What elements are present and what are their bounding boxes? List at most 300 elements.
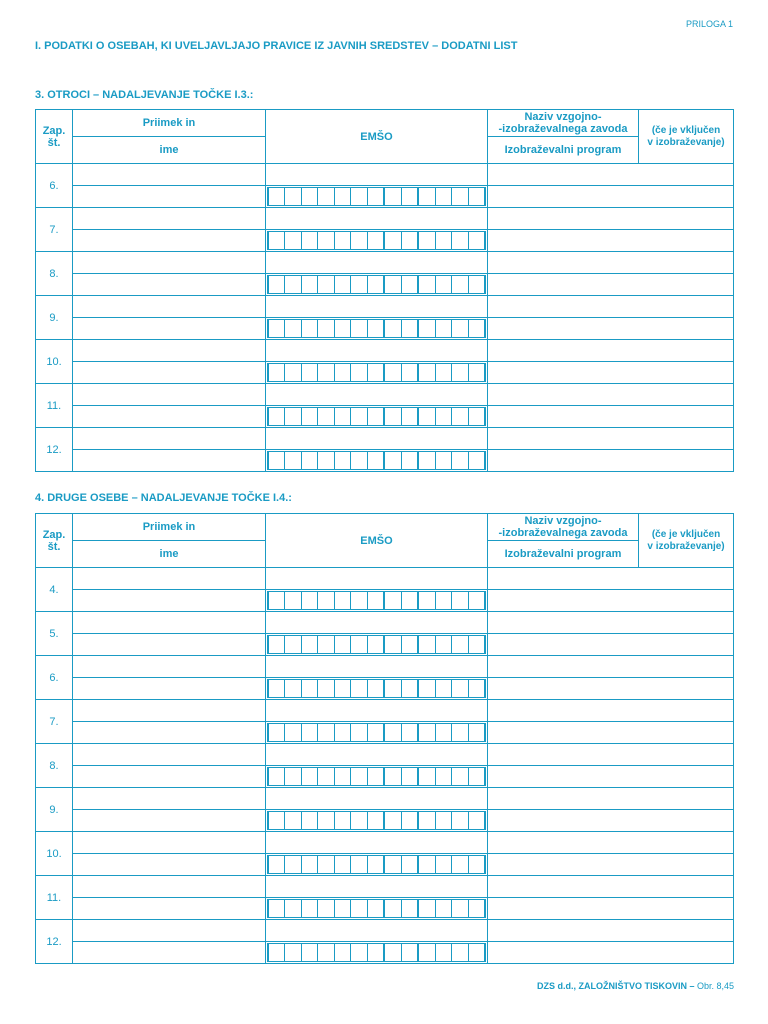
emso-digit-box[interactable] [402,636,419,653]
institution-field[interactable] [488,612,734,634]
emso-digit-box[interactable] [318,320,334,337]
emso-digit-box[interactable] [285,636,301,653]
emso-digit-box[interactable] [469,188,484,205]
emso-digit-box[interactable] [302,768,318,785]
emso-digit-box[interactable] [385,724,401,741]
emso-digit-boxes[interactable] [267,855,486,874]
emso-digit-box[interactable] [335,856,351,873]
emso-digit-box[interactable] [452,900,468,917]
emso-digit-box[interactable] [351,188,367,205]
emso-digit-box[interactable] [302,408,318,425]
name-field[interactable] [73,766,266,788]
emso-digit-box[interactable] [318,856,334,873]
surname-field[interactable] [73,656,266,678]
emso-field[interactable] [266,274,488,296]
emso-digit-box[interactable] [402,900,419,917]
emso-digit-box[interactable] [269,768,285,785]
program-field[interactable] [488,678,734,700]
emso-field[interactable] [266,722,488,744]
emso-digit-box[interactable] [469,900,484,917]
emso-digit-box[interactable] [351,636,367,653]
emso-field[interactable] [266,362,488,384]
emso-digit-box[interactable] [452,232,468,249]
emso-digit-boxes[interactable] [267,231,486,250]
name-field[interactable] [73,362,266,384]
emso-digit-box[interactable] [285,320,301,337]
emso-digit-box[interactable] [469,592,484,609]
emso-digit-box[interactable] [436,452,452,469]
emso-digit-box[interactable] [351,768,367,785]
emso-digit-box[interactable] [269,944,285,961]
emso-digit-box[interactable] [419,768,435,785]
program-field[interactable] [488,186,734,208]
emso-digit-box[interactable] [318,188,334,205]
program-field[interactable] [488,406,734,428]
emso-digit-box[interactable] [436,636,452,653]
emso-digit-box[interactable] [351,592,367,609]
emso-digit-box[interactable] [436,768,452,785]
emso-digit-box[interactable] [318,680,334,697]
institution-field[interactable] [488,700,734,722]
emso-digit-box[interactable] [368,276,385,293]
emso-digit-box[interactable] [351,812,367,829]
emso-digit-box[interactable] [452,276,468,293]
emso-digit-box[interactable] [385,636,401,653]
emso-digit-box[interactable] [351,232,367,249]
emso-digit-box[interactable] [302,944,318,961]
emso-digit-box[interactable] [436,188,452,205]
emso-digit-box[interactable] [452,944,468,961]
emso-digit-box[interactable] [318,232,334,249]
emso-digit-box[interactable] [318,364,334,381]
emso-digit-box[interactable] [368,724,385,741]
emso-digit-box[interactable] [469,768,484,785]
emso-digit-box[interactable] [351,320,367,337]
emso-digit-box[interactable] [469,856,484,873]
emso-digit-box[interactable] [368,812,385,829]
emso-digit-box[interactable] [285,408,301,425]
emso-digit-box[interactable] [419,592,435,609]
emso-digit-boxes[interactable] [267,635,486,654]
emso-digit-box[interactable] [436,276,452,293]
emso-digit-box[interactable] [351,276,367,293]
emso-digit-box[interactable] [335,364,351,381]
emso-digit-box[interactable] [318,724,334,741]
emso-digit-box[interactable] [436,944,452,961]
surname-field[interactable] [73,252,266,274]
emso-digit-boxes[interactable] [267,407,486,426]
emso-digit-box[interactable] [368,452,385,469]
emso-digit-box[interactable] [452,768,468,785]
emso-digit-box[interactable] [469,320,484,337]
emso-digit-box[interactable] [302,592,318,609]
emso-digit-box[interactable] [302,188,318,205]
surname-field[interactable] [73,876,266,898]
emso-digit-box[interactable] [351,680,367,697]
emso-field[interactable] [266,230,488,252]
emso-digit-box[interactable] [368,188,385,205]
emso-digit-box[interactable] [402,364,419,381]
surname-field[interactable] [73,700,266,722]
emso-digit-box[interactable] [318,276,334,293]
emso-digit-box[interactable] [335,188,351,205]
emso-digit-box[interactable] [269,636,285,653]
surname-field[interactable] [73,920,266,942]
emso-digit-box[interactable] [302,680,318,697]
emso-digit-box[interactable] [269,188,285,205]
emso-digit-box[interactable] [368,680,385,697]
emso-digit-box[interactable] [452,724,468,741]
emso-digit-boxes[interactable] [267,275,486,294]
emso-digit-box[interactable] [452,812,468,829]
emso-digit-box[interactable] [269,680,285,697]
emso-digit-box[interactable] [402,768,419,785]
emso-digit-box[interactable] [402,812,419,829]
program-field[interactable] [488,450,734,472]
emso-digit-box[interactable] [419,856,435,873]
emso-digit-box[interactable] [436,232,452,249]
program-field[interactable] [488,722,734,744]
name-field[interactable] [73,898,266,920]
emso-digit-box[interactable] [351,856,367,873]
emso-digit-boxes[interactable] [267,943,486,962]
emso-digit-box[interactable] [452,364,468,381]
name-field[interactable] [73,942,266,964]
emso-digit-box[interactable] [419,408,435,425]
program-field[interactable] [488,634,734,656]
emso-digit-box[interactable] [335,408,351,425]
institution-field[interactable] [488,208,734,230]
emso-digit-box[interactable] [368,408,385,425]
emso-digit-box[interactable] [285,944,301,961]
emso-digit-box[interactable] [452,188,468,205]
emso-digit-box[interactable] [285,680,301,697]
emso-digit-box[interactable] [318,452,334,469]
emso-digit-box[interactable] [402,408,419,425]
emso-digit-box[interactable] [269,592,285,609]
emso-digit-box[interactable] [302,364,318,381]
emso-digit-box[interactable] [318,636,334,653]
emso-digit-boxes[interactable] [267,591,486,610]
program-field[interactable] [488,230,734,252]
emso-digit-box[interactable] [436,680,452,697]
emso-digit-boxes[interactable] [267,363,486,382]
emso-digit-box[interactable] [436,724,452,741]
program-field[interactable] [488,274,734,296]
emso-digit-boxes[interactable] [267,187,486,206]
emso-digit-box[interactable] [335,636,351,653]
name-field[interactable] [73,230,266,252]
emso-digit-box[interactable] [368,592,385,609]
name-field[interactable] [73,722,266,744]
surname-field[interactable] [73,788,266,810]
institution-field[interactable] [488,788,734,810]
emso-digit-box[interactable] [318,768,334,785]
emso-digit-box[interactable] [385,188,401,205]
emso-digit-box[interactable] [318,900,334,917]
emso-digit-box[interactable] [436,320,452,337]
emso-digit-box[interactable] [302,724,318,741]
emso-digit-box[interactable] [351,900,367,917]
surname-field[interactable] [73,384,266,406]
emso-digit-box[interactable] [402,188,419,205]
surname-field[interactable] [73,340,266,362]
emso-digit-box[interactable] [402,232,419,249]
institution-field[interactable] [488,428,734,450]
emso-digit-box[interactable] [335,768,351,785]
emso-digit-box[interactable] [469,408,484,425]
emso-digit-box[interactable] [452,320,468,337]
emso-field[interactable] [266,450,488,472]
institution-field[interactable] [488,656,734,678]
emso-digit-box[interactable] [269,232,285,249]
emso-digit-box[interactable] [368,768,385,785]
institution-field[interactable] [488,164,734,186]
emso-digit-boxes[interactable] [267,451,486,470]
emso-digit-box[interactable] [335,724,351,741]
emso-digit-box[interactable] [351,724,367,741]
emso-field[interactable] [266,406,488,428]
program-field[interactable] [488,318,734,340]
emso-digit-box[interactable] [285,724,301,741]
emso-digit-box[interactable] [419,320,435,337]
program-field[interactable] [488,590,734,612]
emso-digit-box[interactable] [402,276,419,293]
emso-digit-box[interactable] [385,768,401,785]
emso-digit-box[interactable] [419,724,435,741]
emso-digit-box[interactable] [318,812,334,829]
emso-digit-box[interactable] [385,364,401,381]
emso-digit-box[interactable] [469,680,484,697]
name-field[interactable] [73,634,266,656]
emso-digit-box[interactable] [368,856,385,873]
emso-field[interactable] [266,634,488,656]
emso-digit-box[interactable] [469,636,484,653]
emso-digit-box[interactable] [385,856,401,873]
emso-digit-box[interactable] [318,592,334,609]
emso-field[interactable] [266,318,488,340]
program-field[interactable] [488,766,734,788]
emso-field[interactable] [266,590,488,612]
name-field[interactable] [73,318,266,340]
emso-digit-box[interactable] [285,856,301,873]
emso-digit-box[interactable] [285,452,301,469]
institution-field[interactable] [488,384,734,406]
emso-digit-box[interactable] [385,320,401,337]
emso-digit-box[interactable] [351,408,367,425]
emso-digit-box[interactable] [402,452,419,469]
emso-digit-boxes[interactable] [267,679,486,698]
emso-digit-box[interactable] [419,636,435,653]
emso-digit-box[interactable] [302,856,318,873]
emso-digit-box[interactable] [368,636,385,653]
emso-digit-box[interactable] [318,944,334,961]
emso-digit-box[interactable] [269,320,285,337]
surname-field[interactable] [73,568,266,590]
emso-digit-box[interactable] [452,680,468,697]
name-field[interactable] [73,186,266,208]
emso-digit-box[interactable] [285,364,301,381]
emso-digit-box[interactable] [285,188,301,205]
emso-digit-box[interactable] [385,452,401,469]
emso-digit-box[interactable] [452,592,468,609]
emso-digit-box[interactable] [368,944,385,961]
surname-field[interactable] [73,164,266,186]
emso-digit-box[interactable] [469,944,484,961]
institution-field[interactable] [488,744,734,766]
emso-digit-boxes[interactable] [267,811,486,830]
emso-digit-box[interactable] [302,636,318,653]
emso-digit-box[interactable] [269,276,285,293]
program-field[interactable] [488,942,734,964]
emso-digit-box[interactable] [269,856,285,873]
emso-digit-box[interactable] [419,944,435,961]
emso-digit-box[interactable] [402,592,419,609]
emso-digit-box[interactable] [469,232,484,249]
emso-digit-box[interactable] [436,812,452,829]
emso-digit-boxes[interactable] [267,899,486,918]
emso-digit-box[interactable] [402,724,419,741]
emso-digit-box[interactable] [402,944,419,961]
emso-digit-box[interactable] [385,900,401,917]
emso-field[interactable] [266,898,488,920]
surname-field[interactable] [73,612,266,634]
emso-digit-box[interactable] [335,276,351,293]
emso-digit-box[interactable] [469,364,484,381]
emso-digit-box[interactable] [285,232,301,249]
emso-digit-box[interactable] [385,232,401,249]
emso-digit-box[interactable] [368,232,385,249]
institution-field[interactable] [488,340,734,362]
emso-digit-boxes[interactable] [267,767,486,786]
emso-digit-box[interactable] [452,408,468,425]
emso-digit-box[interactable] [368,900,385,917]
emso-field[interactable] [266,854,488,876]
emso-digit-box[interactable] [436,592,452,609]
emso-digit-box[interactable] [269,724,285,741]
emso-digit-box[interactable] [419,276,435,293]
emso-digit-box[interactable] [302,900,318,917]
emso-digit-box[interactable] [269,364,285,381]
name-field[interactable] [73,406,266,428]
emso-digit-box[interactable] [452,636,468,653]
emso-digit-box[interactable] [335,900,351,917]
emso-digit-box[interactable] [285,276,301,293]
name-field[interactable] [73,450,266,472]
name-field[interactable] [73,678,266,700]
emso-digit-box[interactable] [351,944,367,961]
emso-digit-box[interactable] [368,320,385,337]
emso-digit-box[interactable] [469,724,484,741]
emso-digit-box[interactable] [335,232,351,249]
emso-digit-box[interactable] [368,364,385,381]
institution-field[interactable] [488,568,734,590]
emso-digit-box[interactable] [385,812,401,829]
surname-field[interactable] [73,832,266,854]
emso-digit-box[interactable] [335,592,351,609]
emso-digit-box[interactable] [469,276,484,293]
emso-digit-box[interactable] [302,232,318,249]
name-field[interactable] [73,810,266,832]
emso-digit-box[interactable] [402,680,419,697]
emso-digit-box[interactable] [385,276,401,293]
emso-digit-box[interactable] [419,188,435,205]
emso-digit-box[interactable] [351,452,367,469]
emso-digit-box[interactable] [452,452,468,469]
emso-field[interactable] [266,186,488,208]
institution-field[interactable] [488,876,734,898]
program-field[interactable] [488,362,734,384]
emso-digit-box[interactable] [419,900,435,917]
emso-digit-box[interactable] [419,812,435,829]
emso-digit-box[interactable] [436,900,452,917]
emso-digit-box[interactable] [302,320,318,337]
name-field[interactable] [73,590,266,612]
emso-digit-box[interactable] [385,408,401,425]
surname-field[interactable] [73,428,266,450]
emso-digit-box[interactable] [302,276,318,293]
emso-field[interactable] [266,766,488,788]
emso-digit-box[interactable] [436,364,452,381]
emso-digit-box[interactable] [469,452,484,469]
emso-digit-box[interactable] [285,768,301,785]
emso-digit-box[interactable] [269,452,285,469]
emso-digit-box[interactable] [335,320,351,337]
emso-field[interactable] [266,678,488,700]
emso-digit-box[interactable] [351,364,367,381]
name-field[interactable] [73,854,266,876]
institution-field[interactable] [488,296,734,318]
emso-digit-box[interactable] [419,232,435,249]
institution-field[interactable] [488,832,734,854]
name-field[interactable] [73,274,266,296]
emso-digit-box[interactable] [285,812,301,829]
institution-field[interactable] [488,920,734,942]
emso-digit-box[interactable] [285,592,301,609]
emso-digit-boxes[interactable] [267,319,486,338]
emso-digit-box[interactable] [302,452,318,469]
emso-digit-box[interactable] [419,680,435,697]
institution-field[interactable] [488,252,734,274]
program-field[interactable] [488,898,734,920]
emso-digit-box[interactable] [385,944,401,961]
emso-digit-box[interactable] [335,680,351,697]
emso-field[interactable] [266,942,488,964]
emso-digit-box[interactable] [269,900,285,917]
emso-digit-box[interactable] [318,408,334,425]
emso-digit-box[interactable] [385,592,401,609]
surname-field[interactable] [73,744,266,766]
emso-digit-box[interactable] [436,856,452,873]
emso-field[interactable] [266,810,488,832]
emso-digit-box[interactable] [385,680,401,697]
emso-digit-box[interactable] [436,408,452,425]
emso-digit-boxes[interactable] [267,723,486,742]
emso-digit-box[interactable] [419,452,435,469]
emso-digit-box[interactable] [452,856,468,873]
emso-digit-box[interactable] [402,320,419,337]
emso-digit-box[interactable] [269,812,285,829]
emso-digit-box[interactable] [335,944,351,961]
emso-digit-box[interactable] [302,812,318,829]
program-field[interactable] [488,810,734,832]
emso-digit-box[interactable] [419,364,435,381]
surname-field[interactable] [73,296,266,318]
emso-digit-box[interactable] [469,812,484,829]
emso-digit-box[interactable] [402,856,419,873]
emso-digit-box[interactable] [285,900,301,917]
surname-field[interactable] [73,208,266,230]
